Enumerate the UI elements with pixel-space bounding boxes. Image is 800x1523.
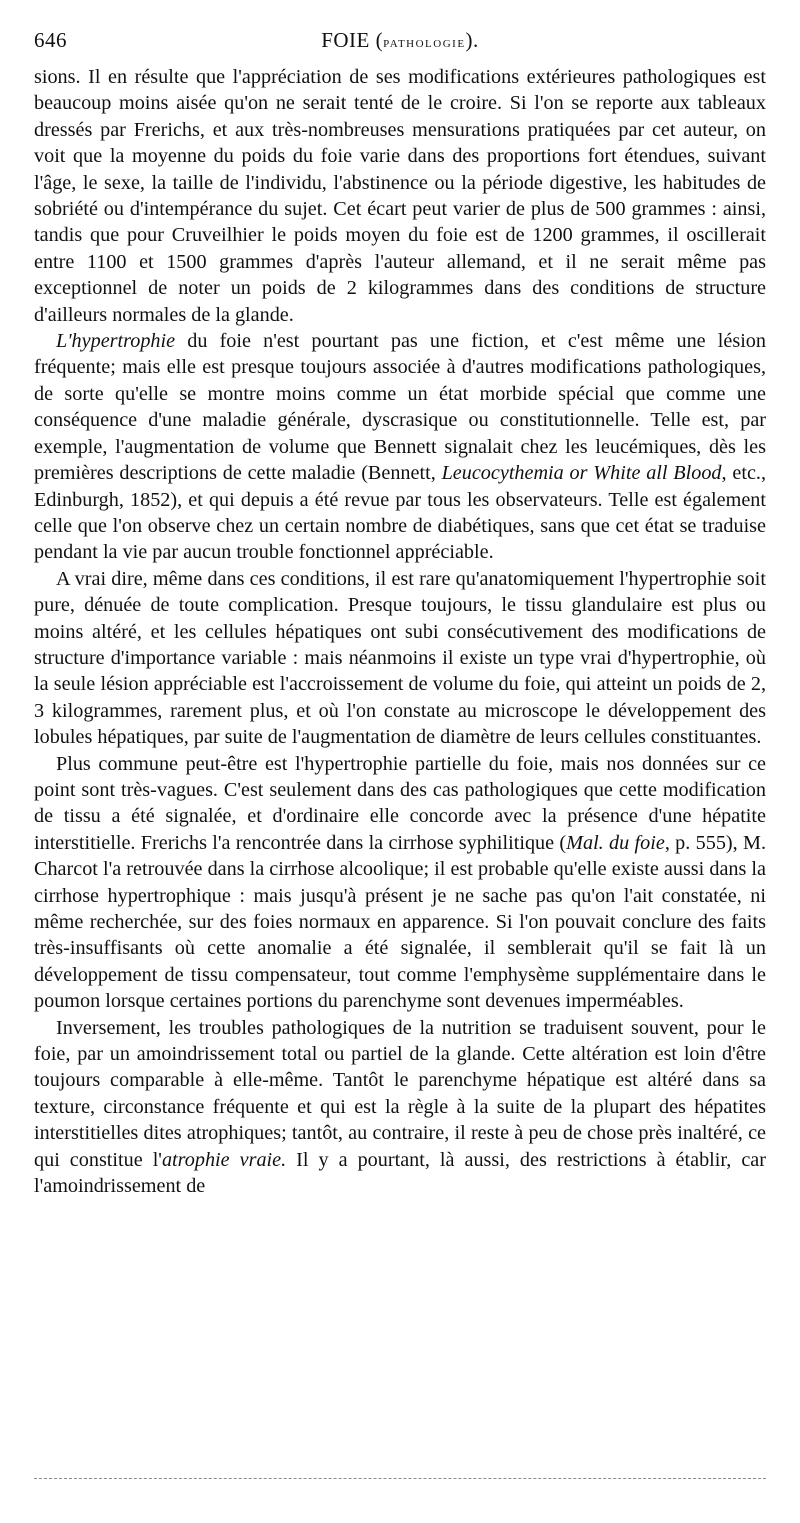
- italic-term-hypertrophie: L'hypertrophie: [56, 330, 176, 353]
- body-text: [34, 64, 766, 1199]
- paragraph-text: A vrai dire, même dans ces conditions, il est rare qu'anatomiquement l'hypertrophie soit pure, dénuée de toute complication. Presque toujours, le tissu glandulaire est plus ou moins altéré, et les cellules hépatiques ont subi consécutivement des modifications de structure d'importance variable : mais néanmoins il existe un type vrai d'hypertrophie, où la seule lésion appréciable est l'accroissement de volume du foie, qui atteint un poids de 2, 3 kilogrammes, rarement plus, et où l'on constate au microscope le développement des lobules hépatiques, par suite de l'augmentation de diamètre de leurs cellules constituantes.: [34, 567, 766, 749]
- footer-rule: [34, 1478, 766, 1479]
- paragraph-partial-hypertrophy: [34, 751, 766, 1015]
- running-title: [34, 28, 766, 53]
- paragraph-text: Plus commune peut-être est l'hypertrophie partielle du foie, mais nos données sur ce point sont très-vagues. C'est seulement dans des cas pathologiques que cette modification de tissu a été signalée, et d'ordinaire elle concorde avec la présence d'une hépatite interstitielle. Frerichs l'a rencontrée dans la cirrhose syphilitique (: [34, 752, 766, 854]
- paragraph-pure-hypertrophy: [34, 566, 766, 751]
- running-title-main: FOIE: [321, 28, 370, 52]
- paragraph-text: Il y a pourtant, là aussi, des restrictions à établir, car l'amoindrissement de: [34, 1148, 766, 1198]
- paragraph-text: sions. Il en résulte que l'appréciation de ses modifications extérieures pathologiques est beaucoup moins aisée qu'on ne serait tenté de le croire. Si l'on se reporte aux tableaux dressés par Frerichs, et aux très-nombreuses mensurations pratiquées par cet auteur, on voit que la moyenne du poids du foie varie dans des proportions fort étendues, suivant l'âge, le sexe, la taille de l'individu, l'abstinence ou la période digestive, les habitudes de sobriété ou d'intempérance du sujet. Cet écart peut varier de plus de 500 grammes : ainsi, tandis que pour Cruveilhier le poids moyen du foie est de 1200 grammes, il oscillerait entre 1100 et 1500 grammes d'après l'auteur allemand, et il ne serait même pas exceptionnel de noter un poids de 2 kilogrammes dans des conditions de structure d'ailleurs normales de la glande.: [34, 66, 766, 326]
- italic-term-atrophie-vraie: atrophie vraie.: [161, 1148, 287, 1171]
- paragraph-text: , p. 555), M. Charcot l'a retrouvée dans la cirrhose alcoolique; il est probable qu'elle existe aussi dans la cirrhose hypertrophique : mais jusqu'à présent je ne sache pas qu'on l'ait constatée, ni même recherchée, sur des foies normaux en apparence. Si l'on pouvait conclure des faits très-insuffisants où cette anomalie a été signalée, il semblerait qu'il se fait là un développement de tissu compensateur, tout comme l'emphysème supplémentaire dans le poumon lorsque certaines portions du parenchyme sont devenues imperméables.: [34, 831, 766, 1013]
- running-title-subject: pathologie: [383, 34, 466, 51]
- italic-citation-leucocythemia: Leucocythemia or White all Blood: [441, 462, 722, 485]
- paragraph-hypertrophy: [34, 328, 766, 566]
- paragraph-text: , etc., Edinburgh, 1852), et qui depuis a été revue par tous les observateurs. Telle est également celle que l'on observe chez un certain nombre de diabétiques, sans que cet état se traduise pendant la vie par aucun trouble fonctionnel appréciable.: [34, 462, 767, 564]
- italic-citation-mal-du-foie: Mal. du foie: [566, 831, 665, 854]
- page-number: 646: [34, 28, 67, 52]
- running-head: [34, 22, 766, 56]
- running-title-paren-close: ).: [465, 28, 479, 52]
- book-page: [34, 22, 766, 1199]
- paragraph-text: Inversement, les troubles pathologiques de la nutrition se traduisent souvent, pour le foie, par un amoindrissement total ou partiel de la glande. Cette altération est loin d'être toujours comparable à elle-même. Tantôt le parenchyme hépatique est altéré dans sa texture, circonstance fréquente et qui est la règle à la suite de la plupart des hépatites interstitielles dites atrophiques; tantôt, au contraire, il reste à peu de chose près inaltéré, ce qui constitue l': [34, 1016, 766, 1171]
- paragraph-atrophy: [34, 1015, 766, 1200]
- running-title-paren-open: (: [369, 28, 384, 52]
- paragraph-text: du foie n'est pourtant pas une fiction, et c'est même une lésion fréquente; mais elle est presque toujours associée à d'autres modifications pathologiques, de sorte qu'elle se montre moins comme un état morbide spécial que comme une conséquence d'une maladie générale, dyscrasique ou constitutionnelle. Telle est, par exemple, l'augmentation de volume que Bennett signalait chez les leucémiques, dès les premières descriptions de cette maladie (Bennett,: [34, 330, 766, 485]
- paragraph-weight-variation: [34, 64, 766, 328]
